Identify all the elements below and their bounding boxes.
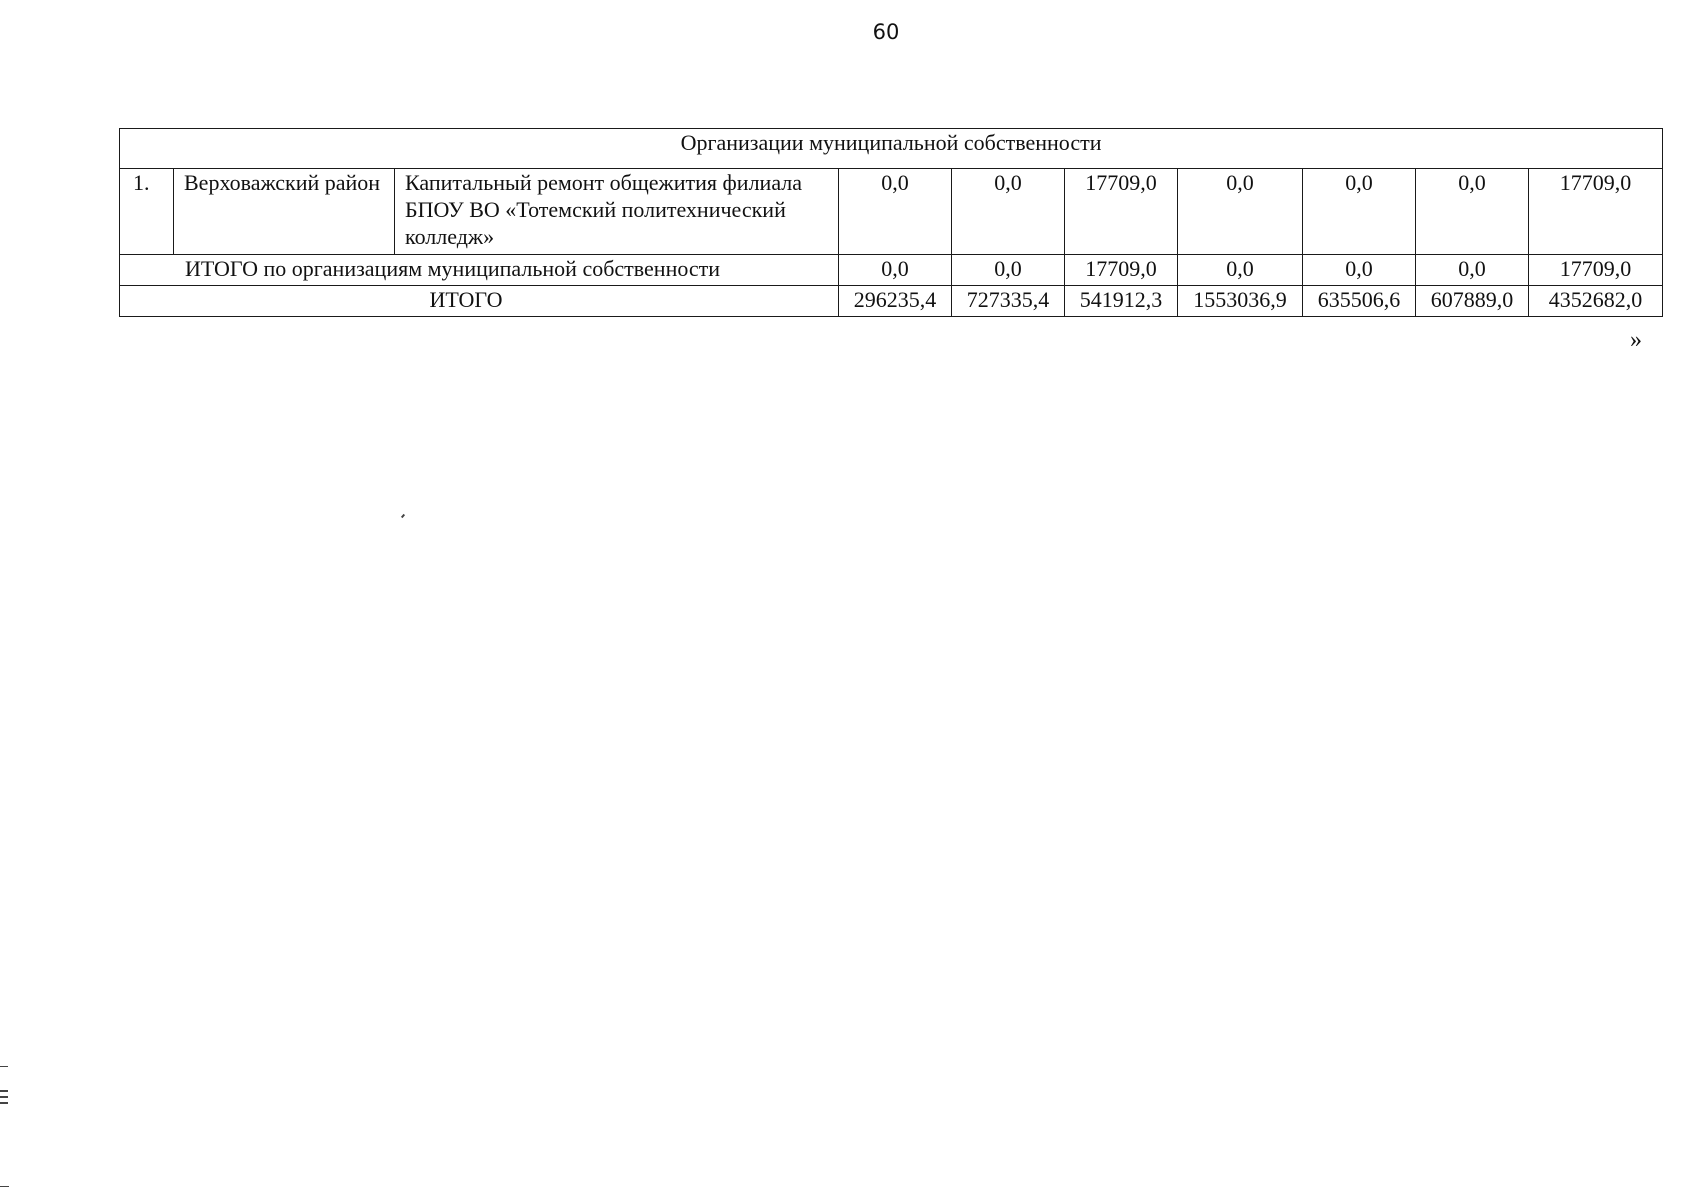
scan-artifact [401, 514, 405, 518]
total-value-6: 607889,0 [1416, 286, 1529, 317]
scan-artifact [0, 1090, 8, 1092]
row-value-2: 0,0 [952, 169, 1065, 255]
row-value-3: 17709,0 [1065, 169, 1178, 255]
total-value-grand: 4352682,0 [1529, 286, 1663, 317]
scan-artifact [0, 1066, 8, 1067]
subtotal-value-5: 0,0 [1303, 255, 1416, 286]
subtotal-label: ИТОГО по организациям муниципальной собственности [120, 255, 839, 286]
subtotal-value-4: 0,0 [1178, 255, 1303, 286]
row-value-5: 0,0 [1303, 169, 1416, 255]
total-value-4: 1553036,9 [1178, 286, 1303, 317]
total-value-1: 296235,4 [839, 286, 952, 317]
total-value-5: 635506,6 [1303, 286, 1416, 317]
total-value-2: 727335,4 [952, 286, 1065, 317]
row-object: Капитальный ремонт общежития филиала БПОУ ВО «Тотемский политехнический колледж» [395, 169, 839, 255]
scan-artifact [0, 1096, 8, 1098]
subtotal-value-2: 0,0 [952, 255, 1065, 286]
section-title: Организации муниципальной собственности [120, 129, 1663, 169]
table-row [120, 169, 1663, 255]
total-row [120, 286, 1663, 317]
row-value-6: 0,0 [1416, 169, 1529, 255]
row-district: Верховажский район [174, 169, 395, 255]
subtotal-value-1: 0,0 [839, 255, 952, 286]
row-value-1: 0,0 [839, 169, 952, 255]
total-value-3: 541912,3 [1065, 286, 1178, 317]
row-index: 1. [120, 169, 174, 255]
subtotal-value-6: 0,0 [1416, 255, 1529, 286]
closing-quote: » [1630, 327, 1642, 353]
section-header-row [120, 129, 1663, 169]
subtotal-row [120, 255, 1663, 286]
page-number: 60 [872, 20, 900, 44]
scan-artifact [0, 1102, 8, 1104]
budget-table [119, 128, 1663, 317]
row-value-4: 0,0 [1178, 169, 1303, 255]
scan-artifact [0, 1186, 9, 1187]
total-label: ИТОГО [120, 286, 839, 317]
subtotal-value-3: 17709,0 [1065, 255, 1178, 286]
row-value-total: 17709,0 [1529, 169, 1663, 255]
subtotal-value-total: 17709,0 [1529, 255, 1663, 286]
